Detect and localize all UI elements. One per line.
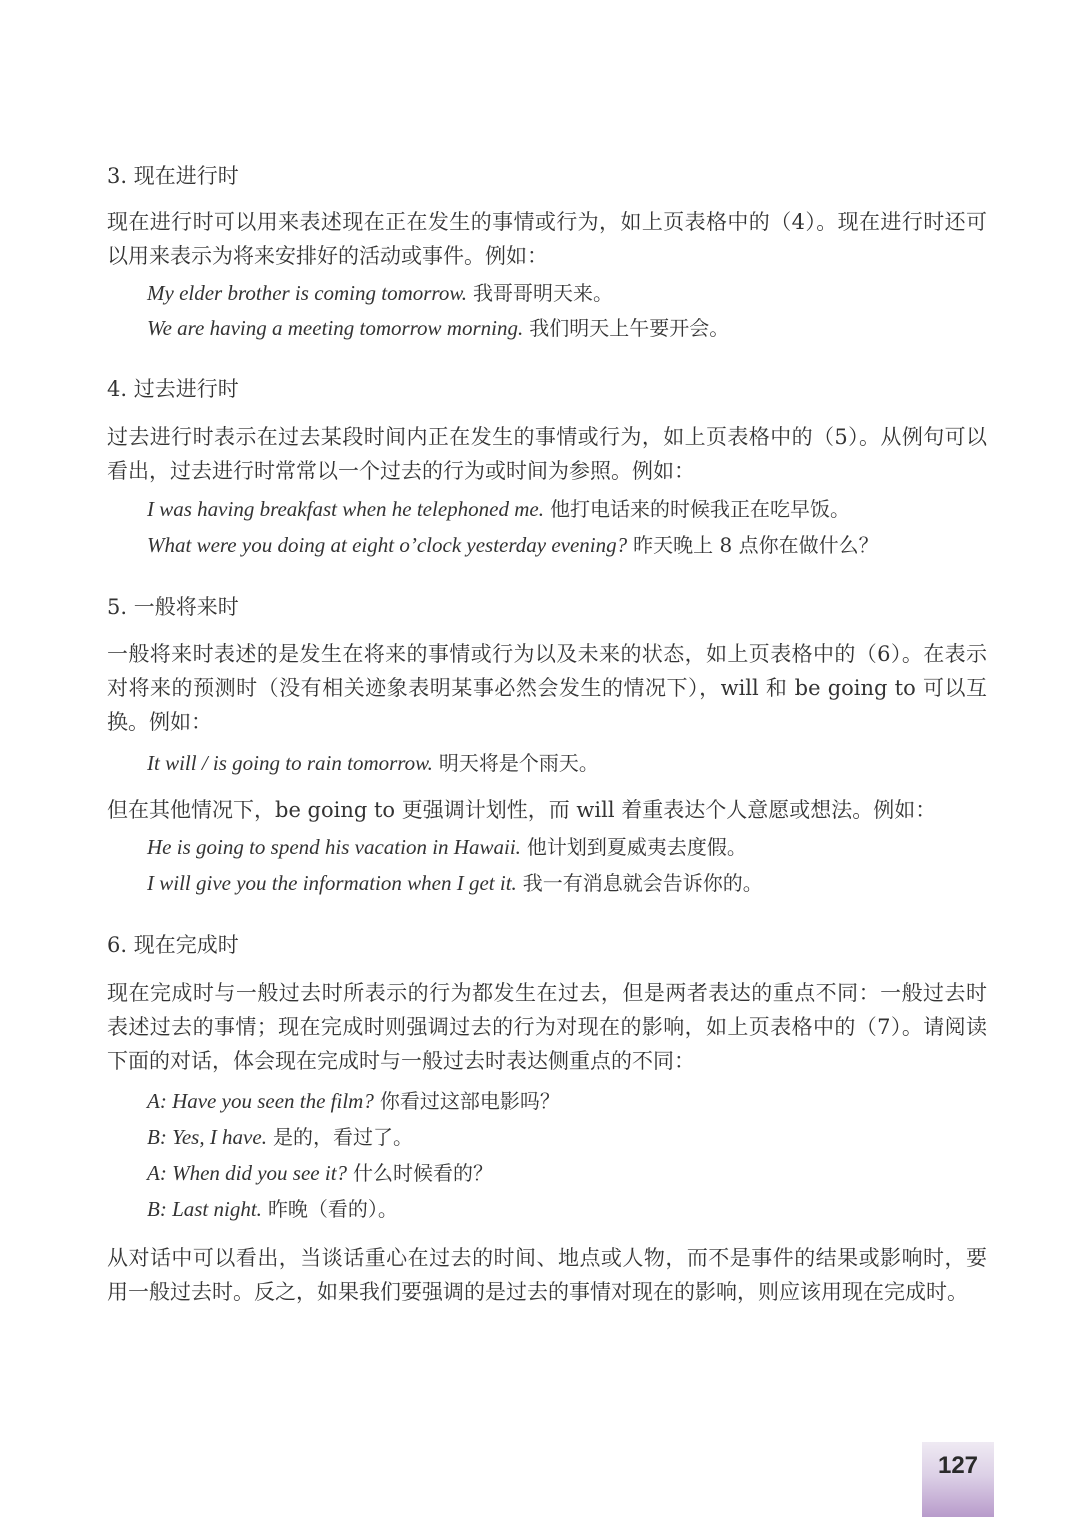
section-title-simple-future: 5. 一般将来时 [107, 595, 239, 619]
example-sentence [147, 280, 613, 306]
example-sentence [147, 870, 763, 896]
example-english: A: When did you see it? [147, 1161, 348, 1185]
example-chinese: 我一有消息就会告诉你的。 [522, 871, 763, 895]
example-chinese: 昨天晚上 8 点你在做什么？ [633, 533, 879, 557]
example-chinese: 你看过这部电影吗？ [379, 1089, 560, 1113]
example-sentence [147, 315, 729, 341]
paragraph-past-continuous: 过去进行时表示在过去某段时间内正在发生的事情或行为，如上页表格中的（5）。从例句可以看出，过去进行时常常以一个过去的行为或时间为参照。例如： [107, 425, 987, 483]
example-chinese: 他计划到夏威夷去度假。 [526, 835, 747, 859]
paragraph-be-going-to: 但在其他情况下，be going to 更强调计划性，而 will 着重表达个人意愿或想法。例如： [107, 798, 937, 822]
example-english: I was having breakfast when he telephoned me. [147, 497, 544, 521]
example-english: He is going to spend his vacation in Hawaii. [147, 835, 521, 859]
example-chinese: 昨晚（看的）。 [267, 1197, 398, 1221]
paragraph-present-continuous: 现在进行时可以用来表述现在正在发生的事情或行为，如上页表格中的（4）。现在进行时还可以用来表示为将来安排好的活动或事件。例如： [107, 210, 987, 268]
paragraph-conclusion: 从对话中可以看出，当谈话重心在过去的时间、地点或人物，而不是事件的结果或影响时，要用一般过去时。反之，如果我们要强调的是过去的事情对现在的影响，则应该用现在完成时。 [107, 1246, 987, 1304]
example-chinese: 什么时候看的？ [353, 1161, 494, 1185]
paragraph-present-perfect: 现在完成时与一般过去时所表示的行为都发生在过去，但是两者表达的重点不同：一般过去时表述过去的事情；现在完成时则强调过去的行为对现在的影响，如上页表格中的（7）。请阅读下面的对话，体会现在完成时与一般过去时表达侧重点的不同： [107, 981, 987, 1073]
example-chinese: 我哥哥明天来。 [473, 281, 614, 305]
example-english: What were you doing at eight o’clock yesterday evening? [147, 533, 628, 557]
example-chinese: 我们明天上午要开会。 [529, 316, 730, 340]
dialogue-line [147, 1088, 560, 1114]
dialogue-line [147, 1196, 398, 1222]
example-chinese: 他打电话来的时候我正在吃早饭。 [549, 497, 850, 521]
example-english: We are having a meeting tomorrow morning. [147, 316, 524, 340]
example-chinese: 明天将是个雨天。 [438, 751, 599, 775]
example-english: I will give you the information when I get it. [147, 871, 517, 895]
example-english: B: Last night. [147, 1197, 262, 1221]
dialogue-line [147, 1160, 493, 1186]
section-title-present-continuous: 3. 现在进行时 [107, 164, 239, 188]
paragraph-simple-future: 一般将来时表述的是发生在将来的事情或行为以及未来的状态，如上页表格中的（6）。在表示对将来的预测时（没有相关迹象表明某事必然会发生的情况下），will 和 be going to 可以互换。例如： [107, 642, 987, 734]
example-english: A: Have you seen the film? [147, 1089, 374, 1113]
example-sentence [147, 834, 747, 860]
example-chinese: 是的，看过了。 [272, 1125, 413, 1149]
example-sentence [147, 532, 879, 558]
example-english: It will / is going to rain tomorrow. [147, 751, 433, 775]
example-sentence [147, 496, 850, 522]
page-number: 127 [937, 1452, 979, 1479]
example-english: My elder brother is coming tomorrow. [147, 281, 468, 305]
dialogue-line [147, 1124, 413, 1150]
example-sentence [147, 750, 599, 776]
section-title-past-continuous: 4. 过去进行时 [107, 377, 239, 401]
section-title-present-perfect: 6. 现在完成时 [107, 933, 239, 957]
example-english: B: Yes, I have. [147, 1125, 267, 1149]
